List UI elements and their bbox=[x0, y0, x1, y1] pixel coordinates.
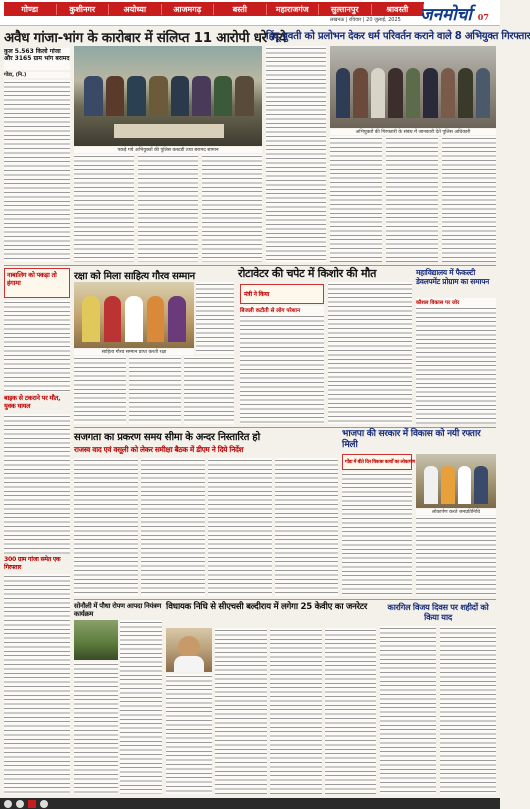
nav-tab-basti[interactable]: बस्ती bbox=[214, 4, 267, 15]
award-article-col1 bbox=[74, 356, 126, 424]
district-nav-bar bbox=[4, 2, 424, 16]
nav-tab-shravasti[interactable]: श्रावस्ती bbox=[372, 4, 425, 15]
page-header bbox=[0, 0, 500, 26]
rotavator-article-col1 bbox=[240, 314, 324, 424]
conversion-article-col4 bbox=[442, 136, 496, 262]
faculty-program-headline[interactable]: महाविद्यालय में फैकल्टी डेवलपमेंट प्रोग्राम का समापन bbox=[416, 268, 490, 286]
faculty-program-article bbox=[416, 306, 496, 424]
lead-headline-left[interactable]: अवैध गांजा-भांग के कारोबार में संलिप्त 11 आरोपी धरे गये bbox=[4, 30, 287, 46]
masthead-logo bbox=[420, 2, 496, 24]
inauguration-photo bbox=[416, 454, 496, 508]
article-text-gonda-column bbox=[4, 80, 70, 262]
dateline: लखनऊ | रविवार | 20 जुलाई, 2025 bbox=[330, 17, 401, 23]
generator-article-col3 bbox=[270, 628, 322, 794]
top-left-subhead: कुल 5.563 किलो गांजा और 3165 ग्राम भांग बरामद bbox=[4, 48, 70, 70]
generator-headline[interactable]: विधायक निधि से सीएचसी बल्दीराय में लगेगा 25 केवीए का जनरेटर bbox=[166, 602, 367, 612]
plantation-article-col1 bbox=[74, 662, 118, 794]
conversion-article-col1 bbox=[266, 46, 326, 262]
bjp-development-headline[interactable]: भाजपा की सरकार में विकास को नयी रफ्तार मिली bbox=[342, 429, 481, 450]
faculty-program-subhead: कौशल विकास पर जोर bbox=[416, 298, 496, 306]
top-left-dateline: गोंडा, (नि.) bbox=[4, 72, 70, 78]
nav-tab-sultanpur[interactable]: सुल्तानपुर bbox=[319, 4, 372, 15]
award-photo-caption: साहित्य गौरव सम्मान प्राप्त करती रक्षा bbox=[74, 349, 194, 355]
bjp-box bbox=[342, 454, 415, 470]
kargil-article-col2 bbox=[440, 626, 496, 794]
left-column-box bbox=[4, 268, 70, 298]
left-column-article-3 bbox=[4, 574, 70, 794]
article-text-col2 bbox=[74, 154, 134, 262]
left-column-article bbox=[4, 300, 70, 392]
kargil-headline[interactable]: कारगिल विजय दिवस पर शहीदों को किया याद bbox=[387, 602, 489, 622]
power-cut-subhead: बिजली कटौती से लोग परेशान bbox=[240, 306, 324, 314]
award-photo bbox=[74, 282, 194, 348]
toolbar-circle-icon-1[interactable] bbox=[4, 800, 12, 808]
lead-headline-right[interactable]: हिंदू युवती को प्रलोभन देकर धर्म परिवर्तन कराने वाले 8 अभियुक्त गिरफ्तार bbox=[266, 31, 530, 42]
plantation-article-col2 bbox=[120, 620, 162, 794]
inauguration-caption: लोकार्पण करते जनप्रतिनिधि bbox=[416, 509, 496, 515]
award-article-col3 bbox=[184, 356, 234, 424]
masthead-title: जनमोर्चा bbox=[420, 5, 472, 25]
conversion-article-col2 bbox=[330, 136, 382, 262]
dm-article-col3 bbox=[208, 458, 272, 596]
page-number: 07 bbox=[477, 12, 489, 22]
dm-article-col4 bbox=[275, 458, 338, 596]
dm-article-col1 bbox=[74, 458, 138, 596]
rotavator-headline[interactable]: रोटावेटर की चपेट में किशोर की मौत bbox=[238, 267, 377, 280]
bjp-box-title: गोंडा में बीते दिन विकास कार्यों का लोकार्पण bbox=[345, 460, 415, 465]
kargil-article-col1 bbox=[380, 626, 436, 794]
conversion-photo-caption: अभियुक्तों की गिरफ्तारी के संबंध में जानकारी देते पुलिस अधिकारी bbox=[330, 129, 496, 135]
conversion-article-col3 bbox=[386, 136, 438, 262]
mla-photo bbox=[166, 628, 212, 672]
bjp-article-col1 bbox=[342, 472, 412, 596]
article-text-col3 bbox=[138, 154, 198, 262]
article-text-col4 bbox=[202, 154, 262, 262]
rotavator-article-col2 bbox=[328, 282, 412, 424]
bjp-article-col2 bbox=[416, 516, 496, 596]
plantation-photo bbox=[74, 620, 118, 660]
toolbar-circle-icon-3[interactable] bbox=[40, 800, 48, 808]
nav-tab-azamgarh[interactable]: आजमगढ़ bbox=[162, 4, 215, 15]
viewer-toolbar bbox=[0, 798, 500, 809]
row-divider bbox=[74, 427, 496, 428]
nav-tab-ayodhya[interactable]: अयोध्या bbox=[109, 4, 162, 15]
left-column-headline-2[interactable]: बाइक से टकराने पर मौत, युवक घायल bbox=[4, 394, 61, 410]
left-column-article-2 bbox=[4, 414, 70, 554]
nav-tab-kushinagar[interactable]: कुशीनगर bbox=[57, 4, 110, 15]
minister-box-title[interactable]: मंत्री ने किया bbox=[244, 291, 270, 298]
award-article-side bbox=[196, 282, 234, 354]
dm-meeting-subhead: राजस्व वाद एवं वसूली को लेकर समीक्षा बैठक में डीएम ने दिये निर्देश bbox=[74, 445, 244, 454]
conversion-arrest-photo bbox=[330, 46, 496, 128]
nav-tab-maharajganj[interactable]: महाराजगंज bbox=[267, 4, 320, 15]
generator-article-col1 bbox=[166, 674, 212, 794]
nav-tab-gonda[interactable]: गोण्डा bbox=[4, 4, 57, 15]
dm-meeting-headline[interactable]: सजगता का प्रकरण समय सीमा के अन्दर निस्तारित हो bbox=[74, 432, 260, 443]
generator-article-col4 bbox=[325, 628, 376, 794]
toolbar-share-icon[interactable] bbox=[28, 800, 36, 808]
arrest-photo-caption: पकड़े गये अभियुक्तों की पुलिस कस्टडी तथा बरामद सामान bbox=[74, 147, 262, 153]
generator-article-col2 bbox=[215, 628, 267, 794]
plantation-headline[interactable]: सोनौली में पौधा रोपण आपदा नियंत्रण कार्यक्रम bbox=[74, 602, 162, 618]
minister-box bbox=[240, 284, 324, 304]
award-headline[interactable]: रक्षा को मिला साहित्य गौरव सम्मान bbox=[74, 271, 195, 282]
arrest-photo bbox=[74, 46, 262, 146]
left-column-box-headline[interactable]: नाबालिग को पकड़ा तो हंगामा bbox=[7, 271, 57, 287]
toolbar-circle-icon-2[interactable] bbox=[16, 800, 24, 808]
left-column-headline-3[interactable]: 300 ग्राम गांजा समेत एक गिरफ्तार bbox=[4, 556, 61, 571]
award-article-col2 bbox=[129, 356, 181, 424]
dm-article-col2 bbox=[141, 458, 205, 596]
row-divider-2 bbox=[74, 599, 496, 600]
